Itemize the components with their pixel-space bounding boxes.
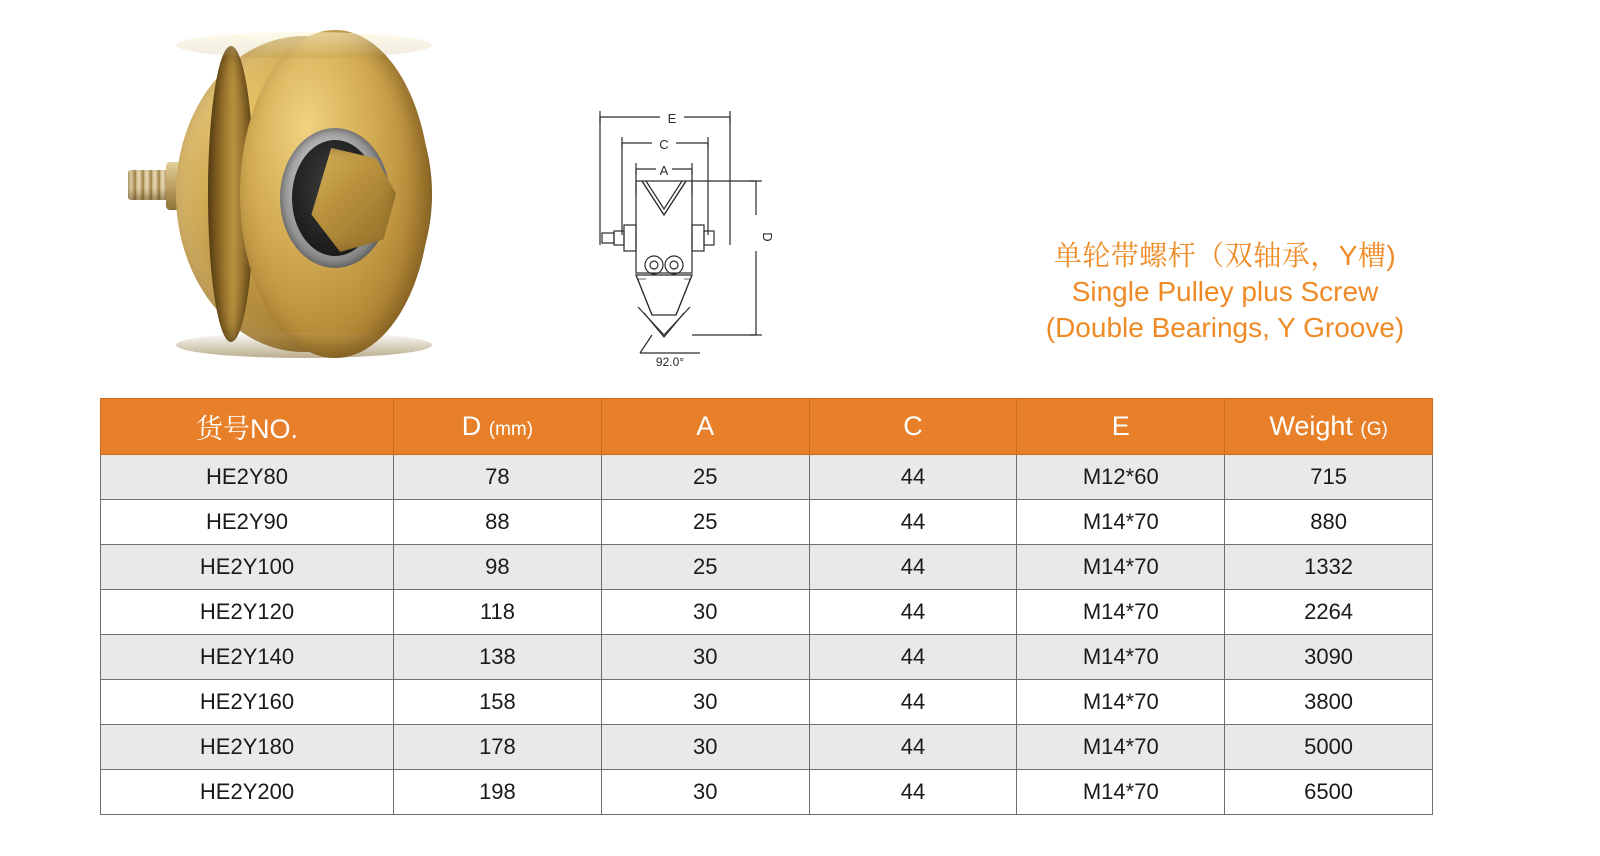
product-title-chinese: 单轮带螺杆（双轴承，Y槽) bbox=[1053, 240, 1397, 271]
table-row bbox=[101, 770, 1433, 815]
cell-c: 44 bbox=[809, 545, 1017, 590]
spec-table-body bbox=[101, 455, 1433, 815]
table-row bbox=[101, 500, 1433, 545]
cell-d: 198 bbox=[394, 770, 602, 815]
cell-d: 138 bbox=[394, 635, 602, 680]
table-header-row bbox=[101, 399, 1433, 455]
cell-a: 30 bbox=[601, 635, 809, 680]
col-header-part-no-label: 货号NO. bbox=[196, 414, 299, 444]
col-header-d bbox=[394, 399, 602, 455]
cell-a: 30 bbox=[601, 770, 809, 815]
cell-weight: 715 bbox=[1225, 455, 1433, 500]
cell-d: 178 bbox=[394, 725, 602, 770]
cell-e: M14*70 bbox=[1017, 680, 1225, 725]
cell-a: 30 bbox=[601, 725, 809, 770]
cell-d: 98 bbox=[394, 545, 602, 590]
cell-e: M14*70 bbox=[1017, 590, 1225, 635]
cell-part-no: HE2Y160 bbox=[101, 680, 394, 725]
cell-e: M14*70 bbox=[1017, 500, 1225, 545]
spec-table-wrapper bbox=[100, 398, 1433, 815]
product-photo-pulley bbox=[120, 20, 460, 365]
col-header-c-label: C bbox=[903, 411, 923, 441]
cell-d: 158 bbox=[394, 680, 602, 725]
cell-c: 44 bbox=[809, 770, 1017, 815]
product-title-english-line2: (Double Bearings, Y Groove) bbox=[1045, 311, 1405, 343]
cell-weight: 6500 bbox=[1225, 770, 1433, 815]
cell-part-no: HE2Y90 bbox=[101, 500, 394, 545]
cell-e: M12*60 bbox=[1017, 455, 1225, 500]
product-title-block bbox=[990, 238, 1460, 345]
top-illustration-area bbox=[0, 0, 1600, 385]
cell-e: M14*70 bbox=[1017, 545, 1225, 590]
col-header-part-no bbox=[101, 399, 394, 455]
dim-label-c: C bbox=[659, 137, 669, 152]
cell-c: 44 bbox=[809, 680, 1017, 725]
cell-e: M14*70 bbox=[1017, 770, 1225, 815]
table-row bbox=[101, 455, 1433, 500]
cell-part-no: HE2Y80 bbox=[101, 455, 394, 500]
col-header-d-unit: (mm) bbox=[488, 419, 534, 440]
col-header-weight bbox=[1225, 399, 1433, 455]
cell-a: 30 bbox=[601, 680, 809, 725]
col-header-weight-unit: (G) bbox=[1360, 419, 1388, 440]
cell-weight: 2264 bbox=[1225, 590, 1433, 635]
table-row bbox=[101, 545, 1433, 590]
col-header-d-label: D bbox=[461, 411, 482, 441]
cell-part-no: HE2Y180 bbox=[101, 725, 394, 770]
col-header-a bbox=[601, 399, 809, 455]
cell-d: 118 bbox=[394, 590, 602, 635]
cell-a: 25 bbox=[601, 500, 809, 545]
dim-label-angle: 92.0° bbox=[655, 355, 685, 369]
col-header-e bbox=[1017, 399, 1225, 455]
cell-a: 25 bbox=[601, 455, 809, 500]
cell-c: 44 bbox=[809, 455, 1017, 500]
cell-weight: 880 bbox=[1225, 500, 1433, 545]
cell-part-no: HE2Y120 bbox=[101, 590, 394, 635]
hex-nut bbox=[306, 148, 396, 252]
technical-drawing bbox=[580, 85, 800, 375]
cell-weight: 3800 bbox=[1225, 680, 1433, 725]
cell-weight: 1332 bbox=[1225, 545, 1433, 590]
cell-weight: 5000 bbox=[1225, 725, 1433, 770]
cell-e: M14*70 bbox=[1017, 725, 1225, 770]
spec-table bbox=[100, 398, 1433, 815]
cell-part-no: HE2Y100 bbox=[101, 545, 394, 590]
cell-part-no: HE2Y140 bbox=[101, 635, 394, 680]
dim-label-a: A bbox=[659, 163, 669, 178]
cell-d: 88 bbox=[394, 500, 602, 545]
col-header-a-label: A bbox=[696, 411, 715, 441]
table-row bbox=[101, 680, 1433, 725]
cell-e: M14*70 bbox=[1017, 635, 1225, 680]
table-row bbox=[101, 590, 1433, 635]
cell-c: 44 bbox=[809, 635, 1017, 680]
col-header-c bbox=[809, 399, 1017, 455]
dim-label-e: E bbox=[667, 111, 677, 126]
cell-c: 44 bbox=[809, 500, 1017, 545]
rim-highlight-bottom bbox=[176, 332, 432, 358]
cell-c: 44 bbox=[809, 725, 1017, 770]
cell-d: 78 bbox=[394, 455, 602, 500]
cell-part-no: HE2Y200 bbox=[101, 770, 394, 815]
rim-highlight-top bbox=[176, 32, 432, 58]
col-header-weight-label: Weight bbox=[1269, 411, 1353, 441]
table-row bbox=[101, 725, 1433, 770]
drawing-svg bbox=[580, 85, 800, 375]
cell-c: 44 bbox=[809, 590, 1017, 635]
cell-a: 30 bbox=[601, 590, 809, 635]
table-row bbox=[101, 635, 1433, 680]
spec-table-head bbox=[101, 399, 1433, 455]
product-title-english-line1: Single Pulley plus Screw bbox=[1071, 275, 1379, 307]
dim-label-d: D bbox=[760, 232, 775, 242]
cell-a: 25 bbox=[601, 545, 809, 590]
col-header-e-label: E bbox=[1111, 411, 1130, 441]
cell-weight: 3090 bbox=[1225, 635, 1433, 680]
